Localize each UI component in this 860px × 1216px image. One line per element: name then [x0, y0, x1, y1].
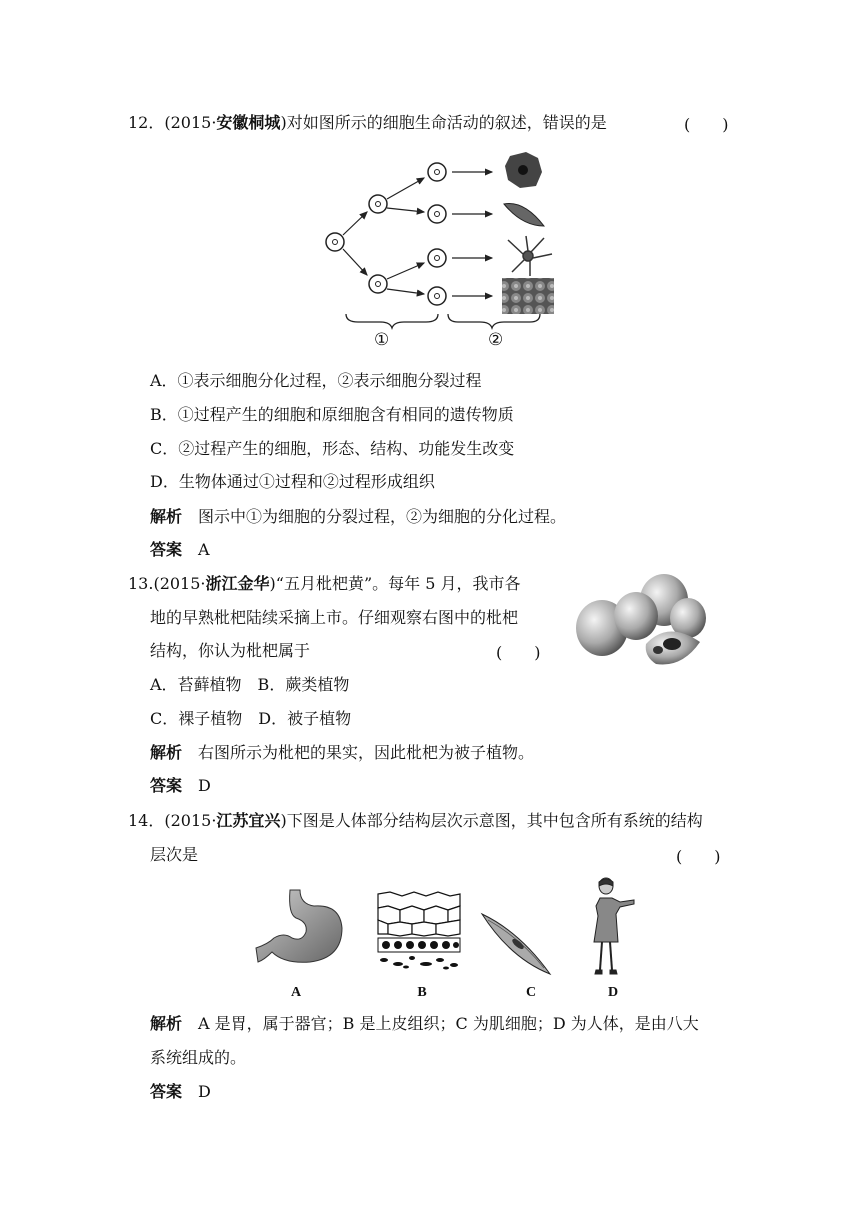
granddaughter-cell-4	[428, 287, 446, 305]
granddaughter-cell-3	[428, 249, 446, 267]
q13-answer: 答案 D	[150, 776, 211, 795]
q14-stem-line2: 层次是	[150, 845, 199, 864]
q13-stem-line1: 13.(2015·浙江金华)“五月枇杷黄”。每年 5 月，我市各	[128, 574, 521, 593]
fig-label-a: A	[290, 985, 302, 1000]
cell-division-differentiation-diagram	[318, 148, 563, 358]
q14-analysis-line2: 系统组成的。	[150, 1048, 247, 1067]
fig-label-c: C	[525, 985, 537, 1000]
stomach-organ-image	[254, 888, 346, 970]
q13-answer-paren: ( )	[496, 643, 541, 662]
muscle-cell-image	[480, 912, 552, 976]
origin-cell	[326, 233, 344, 251]
human-body-image	[590, 876, 638, 976]
daughter-cell-lower	[369, 275, 387, 293]
q13-options-line1: A．苔藓植物 B．蕨类植物	[150, 675, 350, 694]
granddaughter-cell-2	[428, 205, 446, 223]
brace-2	[448, 314, 540, 328]
q13-analysis: 解析 右图所示为枇杷的果实，因此枇杷为被子植物。	[150, 743, 535, 762]
differentiated-cell-round	[505, 152, 542, 188]
q12-option-c: C．②过程产生的细胞，形态、结构、功能发生改变	[150, 439, 515, 458]
granddaughter-cell-1	[428, 163, 446, 181]
q12-answer: 答案 A	[150, 540, 210, 559]
differentiated-cell-spindle	[504, 203, 544, 226]
q12-answer-paren: ( )	[684, 115, 729, 134]
q12-option-a: A．①表示细胞分化过程，②表示细胞分裂过程	[150, 371, 482, 390]
differentiation-arrows	[452, 172, 492, 296]
q13-stem-line2: 地的早熟枇杷陆续采摘上市。仔细观察右图中的枇杷	[150, 608, 519, 627]
daughter-cell-upper	[369, 195, 387, 213]
fig-label-process-1: ①	[374, 330, 390, 350]
q13-options-line2: C．裸子植物 D．被子植物	[150, 709, 352, 728]
q14-answer: 答案 D	[150, 1082, 211, 1101]
loquat-fruit-image	[572, 570, 712, 670]
fig-label-process-2: ②	[488, 330, 504, 350]
q14-answer-paren: ( )	[676, 847, 721, 866]
differentiated-cell-neuron	[508, 236, 552, 276]
fig-label-d: D	[607, 985, 619, 1000]
q14-analysis-line1: 解析 A 是胃，属于器官；B 是上皮组织；C 为肌细胞；D 为人体，是由八大	[150, 1014, 699, 1033]
fig-label-b: B	[417, 985, 427, 1000]
q12-option-b: B．①过程产生的细胞和原细胞含有相同的遗传物质	[150, 405, 514, 424]
brace-1	[346, 314, 438, 328]
q12-option-d: D．生物体通过①过程和②过程形成组织	[150, 472, 435, 491]
q14-stem-line1: 14．(2015·江苏宜兴)下图是人体部分结构层次示意图，其中包含所有系统的结构	[128, 811, 703, 830]
q12-analysis: 解析 图示中①为细胞的分裂过程，②为细胞的分化过程。	[150, 507, 567, 526]
differentiated-tissue	[502, 278, 554, 314]
q13-stem-line3: 结构，你认为枇杷属于	[150, 641, 311, 660]
epithelial-tissue-image	[376, 890, 462, 970]
q12-stem: 12．(2015·安徽桐城)对如图所示的细胞生命活动的叙述，错误的是	[128, 113, 607, 132]
